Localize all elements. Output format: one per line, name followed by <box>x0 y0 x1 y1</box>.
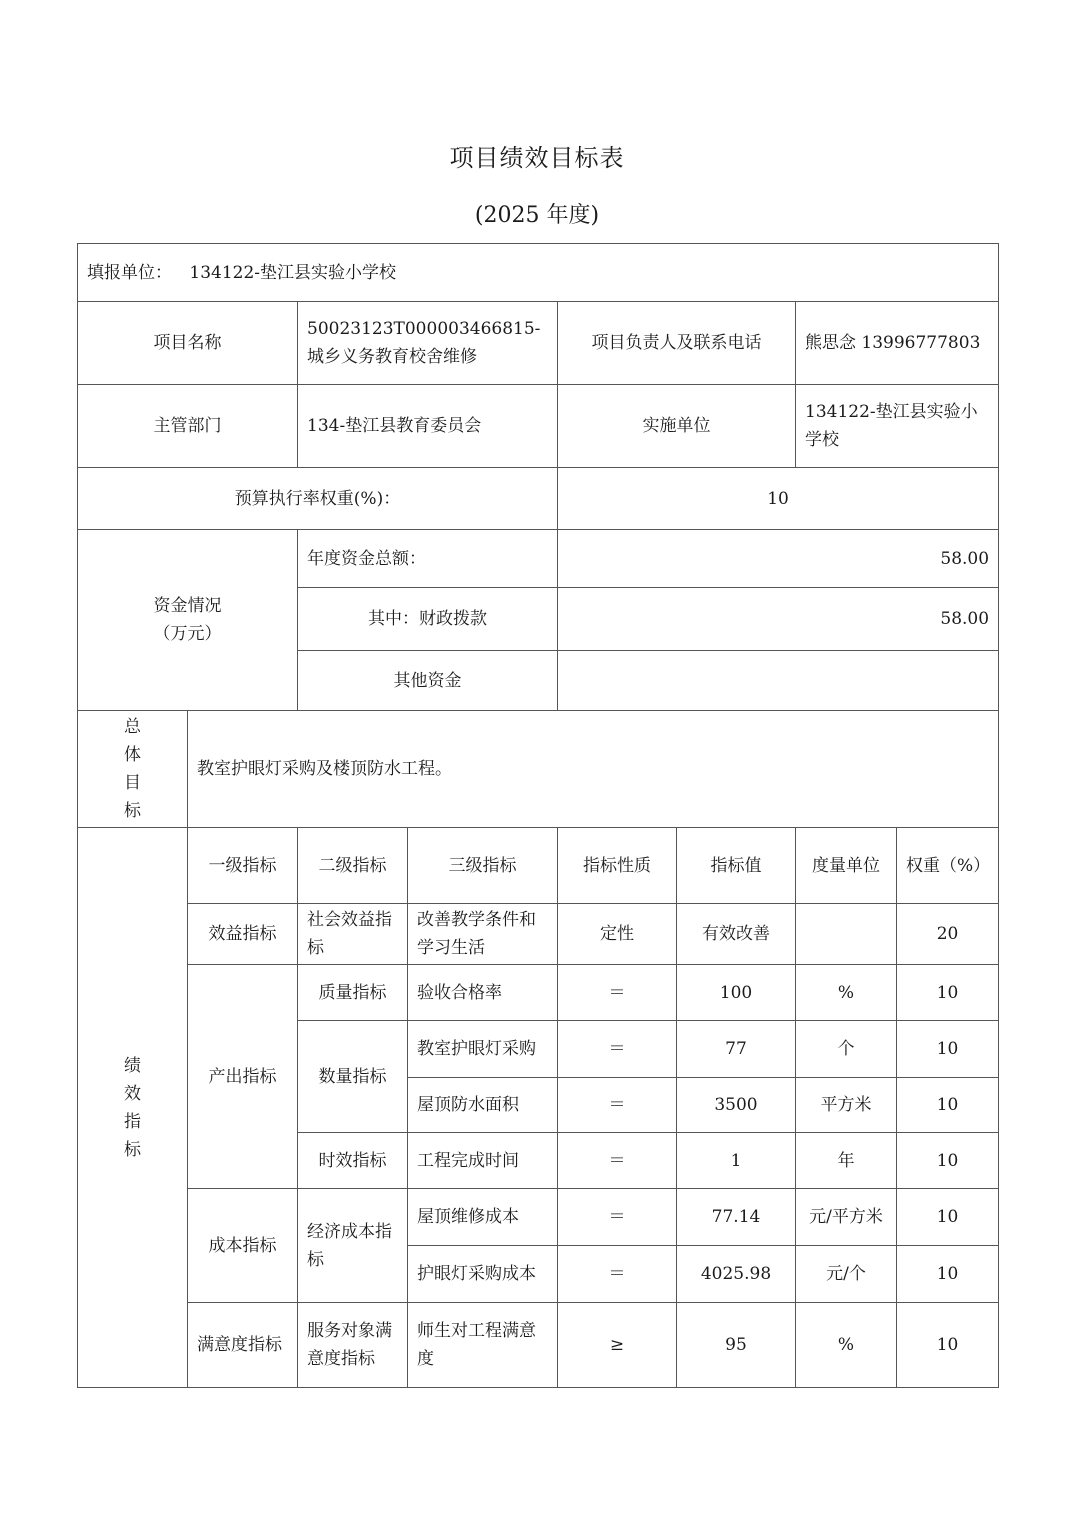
header-nature: 指标性质 <box>558 828 677 904</box>
value-cell: 77 <box>677 1021 796 1078</box>
page-subtitle: (2025 年度) <box>474 203 600 228</box>
overall-goal-label <box>78 711 188 828</box>
budget-rate-label: 预算执行率权重(%)： <box>78 468 558 530</box>
unit-cell: 平方米 <box>796 1078 897 1133</box>
header-level3: 三级指标 <box>408 828 558 904</box>
funds-fiscal-value: 58.00 <box>558 588 999 651</box>
level3-cell: 改善教学条件和学习生活 <box>408 904 558 965</box>
nature-cell: ＝ <box>558 1021 677 1078</box>
value-cell: 3500 <box>677 1078 796 1133</box>
funds-total-value: 58.00 <box>558 530 999 588</box>
table-row <box>78 1303 999 1388</box>
performance-target-table <box>77 243 999 1388</box>
funds-fiscal-label: 其中：财政拨款 <box>298 588 558 651</box>
impl-unit-label: 实施单位 <box>558 385 796 468</box>
header-value: 指标值 <box>677 828 796 904</box>
weight-cell: 10 <box>897 965 999 1021</box>
table-row <box>78 1189 999 1246</box>
indicators-label <box>78 828 188 1388</box>
unit-cell: % <box>796 1303 897 1388</box>
unit-label: 填报单位： <box>87 262 172 283</box>
unit-cell: 元/平方米 <box>796 1189 897 1246</box>
budget-rate-value: 10 <box>558 468 999 530</box>
weight-cell: 10 <box>897 1021 999 1078</box>
nature-cell: ≥ <box>558 1303 677 1388</box>
indicator-header-row <box>78 828 999 904</box>
unit-row <box>78 244 999 302</box>
value-cell: 100 <box>677 965 796 1021</box>
unit-cell <box>78 244 999 302</box>
level3-cell: 师生对工程满意度 <box>408 1303 558 1388</box>
overall-goal-row <box>78 711 999 828</box>
weight-cell: 10 <box>897 1246 999 1303</box>
weight-cell: 20 <box>897 904 999 965</box>
funds-other-label: 其他资金 <box>298 651 558 711</box>
value-cell: 77.14 <box>677 1189 796 1246</box>
level1-cell: 满意度指标 <box>188 1303 298 1388</box>
level2-cell: 服务对象满意度指标 <box>298 1303 408 1388</box>
indicators-char: 效 <box>124 1083 141 1104</box>
nature-cell: ＝ <box>558 965 677 1021</box>
funds-label-line2: （万元） <box>153 624 222 644</box>
level1-cell: 效益指标 <box>188 904 298 965</box>
nature-cell: 定性 <box>558 904 677 965</box>
header-unit: 度量单位 <box>796 828 897 904</box>
level3-cell: 屋顶维修成本 <box>408 1189 558 1246</box>
level3-cell: 验收合格率 <box>408 965 558 1021</box>
project-contact-label: 项目负责人及联系电话 <box>558 302 796 385</box>
level2-cell: 经济成本指标 <box>298 1189 408 1303</box>
unit-cell: 元/个 <box>796 1246 897 1303</box>
indicators-char: 绩 <box>124 1055 141 1076</box>
impl-unit-value: 134122-垫江县实验小学校 <box>796 385 999 468</box>
table-row <box>78 965 999 1021</box>
weight-cell: 10 <box>897 1303 999 1388</box>
department-value: 134-垫江县教育委员会 <box>298 385 558 468</box>
header-level1: 一级指标 <box>188 828 298 904</box>
value-cell: 95 <box>677 1303 796 1388</box>
level2-cell: 时效指标 <box>298 1133 408 1189</box>
unit-cell: % <box>796 965 897 1021</box>
project-contact-value: 熊思念 13996777803 <box>796 302 999 385</box>
unit-value: 134122-垫江县实验小学校 <box>189 262 397 283</box>
weight-cell: 10 <box>897 1078 999 1133</box>
table-row <box>78 904 999 965</box>
funds-label <box>78 530 298 711</box>
nature-cell: ＝ <box>558 1189 677 1246</box>
nature-cell: ＝ <box>558 1078 677 1133</box>
funds-total-row <box>78 530 999 588</box>
overall-goal-char: 目 <box>124 773 141 793</box>
level2-cell: 质量指标 <box>298 965 408 1021</box>
level3-cell: 教室护眼灯采购 <box>408 1021 558 1078</box>
weight-cell: 10 <box>897 1189 999 1246</box>
level1-cell: 成本指标 <box>188 1189 298 1303</box>
nature-cell: ＝ <box>558 1133 677 1189</box>
page-title: 项目绩效目标表 <box>449 144 625 172</box>
header-weight: 权重（%） <box>897 828 999 904</box>
unit-cell: 个 <box>796 1021 897 1078</box>
department-label: 主管部门 <box>78 385 298 468</box>
value-cell: 1 <box>677 1133 796 1189</box>
project-row <box>78 302 999 385</box>
level3-cell: 屋顶防水面积 <box>408 1078 558 1133</box>
indicators-char: 指 <box>124 1111 141 1132</box>
department-row <box>78 385 999 468</box>
funds-total-label: 年度资金总额： <box>298 530 558 588</box>
header-level2: 二级指标 <box>298 828 408 904</box>
level1-cell: 产出指标 <box>188 965 298 1189</box>
budget-rate-row <box>78 468 999 530</box>
unit-cell: 年 <box>796 1133 897 1189</box>
overall-goal-char: 总 <box>124 717 141 737</box>
project-name-label: 项目名称 <box>78 302 298 385</box>
project-name-value: 50023123T000003466815-城乡义务教育校舍维修 <box>298 302 558 385</box>
level3-cell: 护眼灯采购成本 <box>408 1246 558 1303</box>
overall-goal-char: 体 <box>124 745 141 765</box>
level2-cell: 数量指标 <box>298 1021 408 1133</box>
level2-cell: 社会效益指标 <box>298 904 408 965</box>
nature-cell: ＝ <box>558 1246 677 1303</box>
level3-cell: 工程完成时间 <box>408 1133 558 1189</box>
funds-other-value <box>558 651 999 711</box>
value-cell: 有效改善 <box>677 904 796 965</box>
overall-goal-text: 教室护眼灯采购及楼顶防水工程。 <box>188 711 999 828</box>
value-cell: 4025.98 <box>677 1246 796 1303</box>
unit-cell <box>796 904 897 965</box>
weight-cell: 10 <box>897 1133 999 1189</box>
funds-label-line1: 资金情况 <box>153 596 222 616</box>
overall-goal-char: 标 <box>124 801 141 821</box>
indicators-char: 标 <box>124 1139 141 1160</box>
